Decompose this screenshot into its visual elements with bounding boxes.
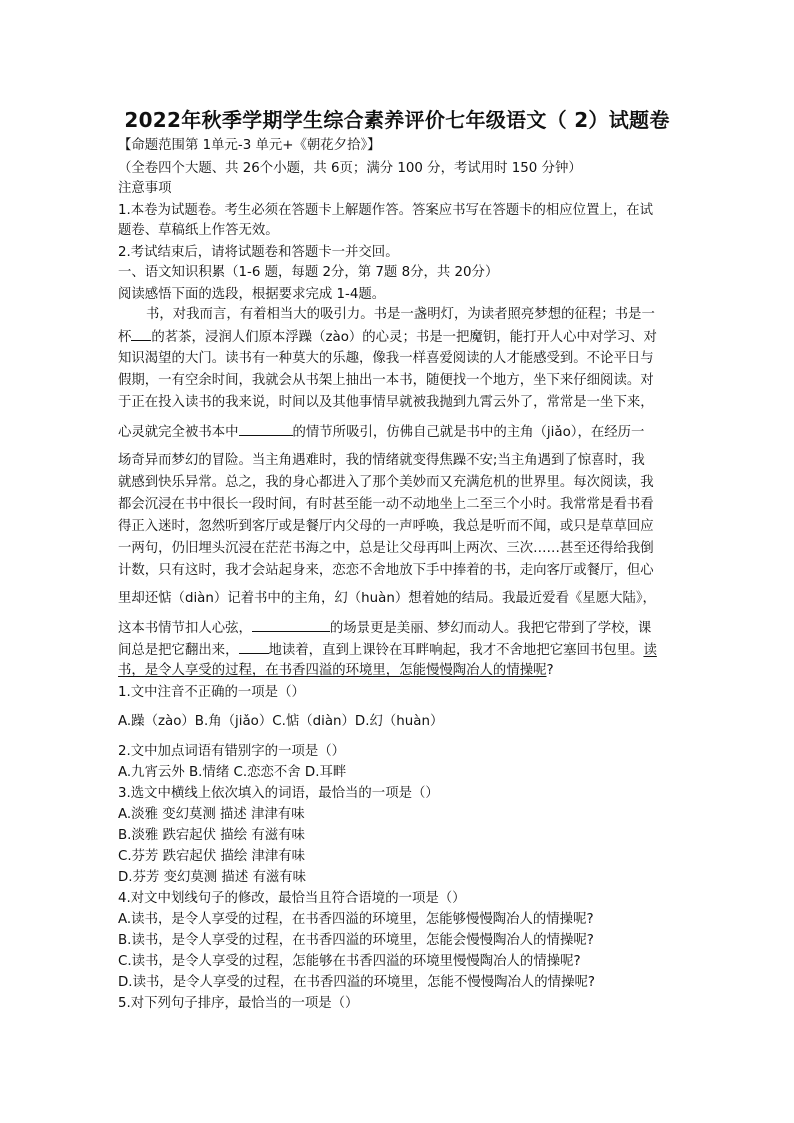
question-1: 1.文中注音不正确的一项是（） xyxy=(118,685,305,700)
page-title: 2022年秋季学期学生综合素养评价七年级语文（ 2）试题卷 xyxy=(124,108,670,132)
passage-line: 间总是把它翻出来， 地读着，直到上课铃在耳畔响起，我才不舍地把它塞回书包里。读 xyxy=(118,643,657,658)
question-4-option-a: A.读书，是令人享受的过程，在书香四溢的环境里，怎能够慢慢陶冶人的情操呢? xyxy=(118,912,594,927)
passage-line: 里却还惦（diàn）记着书中的主角，幻（huàn）想着她的结局。我最近爱看《星愿大陆》， xyxy=(118,591,656,606)
notice-1-line-1: 1.本卷为试题卷。考生必须在答题卡上解题作答。答案应书写在答题卡的相应位置上，在试 xyxy=(118,203,654,218)
fill-blank-2 xyxy=(239,423,293,436)
fill-blank-1 xyxy=(131,328,151,341)
passage-line: 计数，只有这时，我才会站起身来，恋恋不舍地放下手中捧着的书，走向客厅或餐厅，但心 xyxy=(118,563,654,578)
question-3-option-b: B.淡雅 跌宕起伏 描绘 有滋有味 xyxy=(118,828,305,843)
section-1-heading: 一、语文知识积累（1-6 题，每题 2分，第 7题 8分，共 20分） xyxy=(118,265,499,280)
passage-line: 杯 的茗茶，浸润人们原本浮躁（zào）的心灵；书是一把魔钥，能打开人心中对学习、对 xyxy=(118,330,657,345)
question-3: 3.选文中横线上依次填入的词语，最恰当的一项是（） xyxy=(118,786,439,801)
passage-line: 一两句，仍旧埋头沉浸在茫茫书海之中，总是让父母再叫上两次、三次……甚至还得给我倒 xyxy=(118,541,654,556)
passage-line: 知识渴望的大门。读书有一种莫大的乐趣，像我一样喜爱阅读的人才能感受到。不论平日与 xyxy=(118,351,654,366)
notice-2: 2.考试结束后，请将试题卷和答题卡一并交回。 xyxy=(118,245,399,260)
question-4-option-d: D.读书，是令人享受的过程，在书香四溢的环境里，怎能不慢慢陶冶人的情操呢? xyxy=(118,975,595,990)
exam-scope: 【命题范围第 1单元-3 单元+《朝花夕拾》】 xyxy=(118,138,381,153)
passage-line: 心灵就完全被书本中 的情节所吸引，仿佛自己就是书中的主角（jiǎo），在经历一 xyxy=(118,425,645,440)
question-3-option-d: D.芬芳 变幻莫测 描述 有滋有味 xyxy=(118,870,307,885)
question-2-options: A.九宵云外 B.情绪 C.恋恋不舍 D.耳畔 xyxy=(118,765,347,780)
question-4-option-c: C.读书，是令人享受的过程，怎能够在书香四溢的环境里慢慢陶冶人的情操呢? xyxy=(118,954,581,969)
passage-line: 就感到快乐异常。总之，我的身心都进入了那个美妙而又充满危机的世界里。每次阅读，我 xyxy=(118,475,654,490)
fill-blank-3 xyxy=(252,619,330,632)
passage-line: 假期，一有空余时间，我就会从书架上抽出一本书，随便找一个地方，坐下来仔细阅读。对 xyxy=(118,373,654,388)
reading-instruction: 阅读感悟下面的选段，根据要求完成 1-4题。 xyxy=(118,287,386,302)
passage-line: 都会沉浸在书中很长一段时间，有时甚至能一动不动地坐上二至三个小时。我常常是看书看 xyxy=(118,497,654,512)
passage-line: 于正在投入读书的我来说，时间以及其他事情早就被我抛到九霄云外了，常常是一坐下来， xyxy=(118,395,654,410)
fill-blank-4 xyxy=(239,641,269,654)
question-1-options: A.躁（zào）B.角（jiǎo）C.惦（diàn）D.幻（huàn） xyxy=(118,714,444,729)
question-4: 4.对文中划线句子的修改，最恰当且符合语境的一项是（） xyxy=(118,891,466,906)
question-4-option-b: B.读书，是令人享受的过程，在书香四溢的环境里，怎能会慢慢陶冶人的情操呢? xyxy=(118,933,594,948)
question-3-option-c: C.芬芳 跌宕起伏 描绘 津津有味 xyxy=(118,849,306,864)
passage-line: 得正入迷时，忽然听到客厅或是餐厅内父母的一声呼唤，我总是听而不闻，或只是草草回应 xyxy=(118,519,654,534)
underlined-sentence: 书，是令人享受的过程，在书香四溢的环境里，怎能慢慢陶冶人的情操呢? xyxy=(118,663,554,678)
passage-line: 场奇异而梦幻的冒险。当主角遇难时，我的情绪就变得焦躁不安;当主角遇到了惊喜时，我 xyxy=(118,453,645,468)
question-5: 5.对下列句子排序，最恰当的一项是（） xyxy=(118,996,359,1011)
question-3-option-a: A.淡雅 变幻莫测 描述 津津有味 xyxy=(118,807,305,822)
notice-heading: 注意事项 xyxy=(118,181,172,196)
question-2: 2.文中加点词语有错别字的一项是（） xyxy=(118,744,346,759)
passage-line: 这本书情节扣人心弦， 的场景更是美丽、梦幻而动人。我把它带到了学校，课 xyxy=(118,621,652,636)
notice-1-line-2: 题卷、草稿纸上作答无效。 xyxy=(118,223,279,238)
passage-line: 书，对我而言，有着相当大的吸引力。书是一盏明灯，为读者照亮梦想的征程；书是一 xyxy=(146,307,655,322)
exam-info: （全卷四个大题、共 26个小题，共 6页；满分 100 分，考试用时 150 分钟） xyxy=(118,161,582,176)
